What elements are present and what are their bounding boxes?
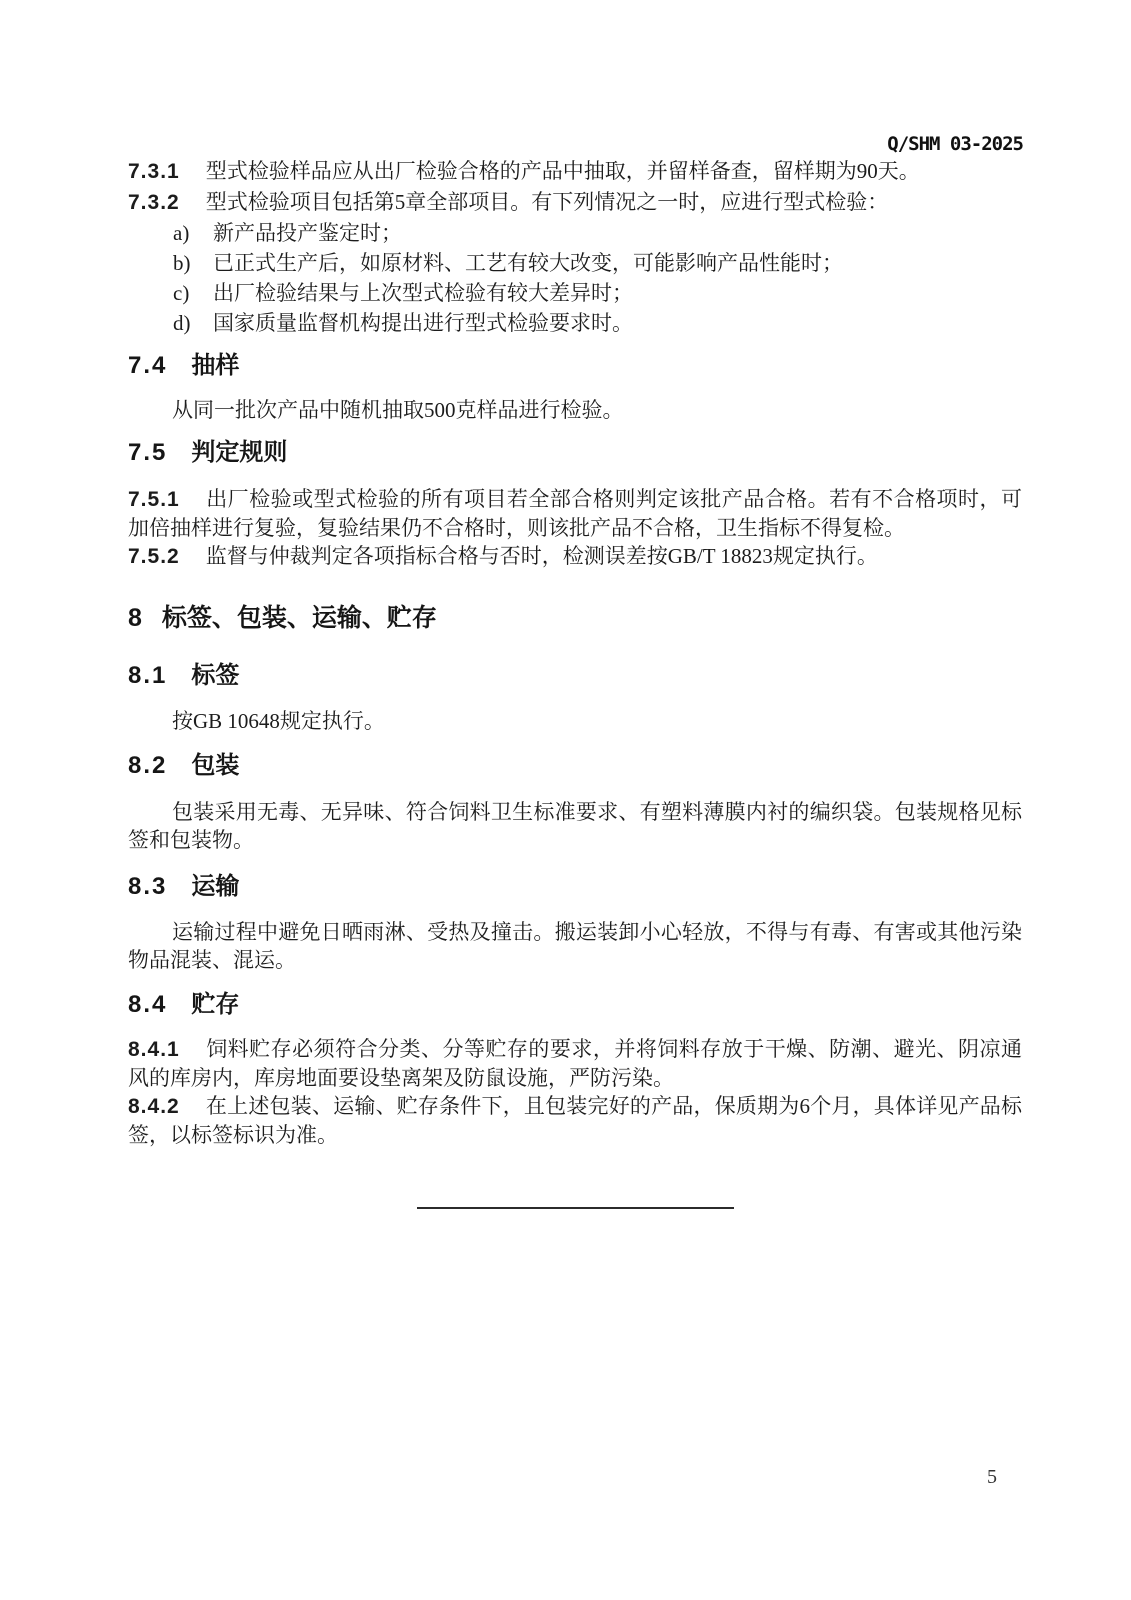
- heading-title: 运输: [191, 873, 240, 900]
- section-heading-7-4: [128, 351, 1022, 381]
- list-marker: d): [173, 311, 191, 335]
- list-marker: b): [173, 251, 191, 275]
- clause-number: 7.3.1: [128, 160, 180, 183]
- paragraph-packaging: 包装采用无毒、无异味、符合饲料卫生标准要求、有塑料薄膜内衬的编织袋。包装规格见标签和包装物。: [128, 800, 1022, 852]
- section-heading-8-3: [128, 872, 1022, 902]
- section-heading-8-1: [128, 661, 1022, 691]
- list-item-text: 出厂检验结果与上次型式检验有较大差异时；: [213, 281, 633, 305]
- clause-number: 7.5.1: [128, 488, 180, 511]
- heading-title: 贮存: [191, 991, 240, 1018]
- section-heading-8: [128, 603, 1022, 633]
- clause-text: 监督与仲裁判定各项指标合格与否时，检测误差按GB/T 18823规定执行。: [205, 544, 878, 568]
- heading-number: 8: [128, 604, 142, 632]
- heading-title: 判定规则: [191, 439, 288, 466]
- clause-number: 7.5.2: [128, 545, 180, 568]
- paragraph-transport: 运输过程中避免日晒雨淋、受热及撞击。搬运装卸小心轻放，不得与有毒、有害或其他污染物品混装、混运。: [128, 920, 1022, 972]
- heading-title: 抽样: [191, 352, 240, 379]
- heading-number: 8.1: [128, 662, 168, 689]
- clause-7-5-2: [128, 542, 1022, 571]
- clause-number: 8.4.1: [128, 1038, 180, 1061]
- heading-title: 包装: [191, 752, 240, 779]
- clause-text: 在上述包装、运输、贮存条件下，且包装完好的产品，保质期为6个月，具体详见产品标签，以标签标识为准。: [128, 1094, 1022, 1147]
- paragraph-sampling: 从同一批次产品中随机抽取500克样品进行检验。: [172, 398, 624, 422]
- heading-number: 7.5: [128, 439, 168, 466]
- clause-number: 7.3.2: [128, 191, 180, 214]
- list-item-text: 新产品投产鉴定时；: [213, 221, 402, 245]
- page-number: 5: [987, 1466, 997, 1488]
- heading-number: 8.3: [128, 873, 168, 900]
- clause-7-3-2: [128, 188, 1022, 217]
- clause-number: 8.4.2: [128, 1095, 180, 1118]
- heading-number: 7.4: [128, 352, 168, 379]
- list-item-text: 国家质量监督机构提出进行型式检验要求时。: [213, 311, 633, 335]
- clause-text: 饲料贮存必须符合分类、分等贮存的要求，并将饲料存放于干燥、防潮、避光、阴凉通风的库房内，库房地面要设垫离架及防鼠设施，严防污染。: [128, 1037, 1022, 1090]
- section-heading-7-5: [128, 438, 1022, 468]
- clause-text: 型式检验项目包括第5章全部项目。有下列情况之一时，应进行型式检验：: [205, 190, 889, 214]
- clause-8-4-2: [128, 1092, 1022, 1149]
- list-marker: c): [173, 281, 190, 305]
- document-end-rule: [417, 1207, 734, 1209]
- list-item-text: 已正式生产后，如原材料、工艺有较大改变，可能影响产品性能时；: [213, 251, 843, 275]
- clause-text: 出厂检验或型式检验的所有项目若全部合格则判定该批产品合格。若有不合格项时，可加倍抽样进行复验，复验结果仍不合格时，则该批产品不合格，卫生指标不得复检。: [128, 487, 1022, 540]
- clause-7-5-1: [128, 485, 1022, 542]
- heading-title: 标签、包装、运输、贮存: [161, 604, 437, 632]
- list-item-c: [128, 279, 1022, 307]
- paragraph-label: 按GB 10648规定执行。: [172, 709, 385, 733]
- document-content: [128, 0, 1022, 1209]
- heading-number: 8.4: [128, 991, 168, 1018]
- section-heading-8-4: [128, 990, 1022, 1020]
- list-marker: a): [173, 221, 190, 245]
- clause-7-3-1: [128, 157, 1022, 186]
- list-item-d: [128, 309, 1022, 337]
- heading-title: 标签: [191, 662, 240, 689]
- list-item-a: [128, 219, 1022, 247]
- clause-text: 型式检验样品应从出厂检验合格的产品中抽取，并留样备查，留样期为90天。: [205, 159, 920, 183]
- section-heading-8-2: [128, 751, 1022, 781]
- standard-code: Q/SHM 03-2025: [887, 133, 1023, 155]
- list-item-b: [128, 249, 1022, 277]
- clause-8-4-1: [128, 1035, 1022, 1092]
- heading-number: 8.2: [128, 752, 168, 779]
